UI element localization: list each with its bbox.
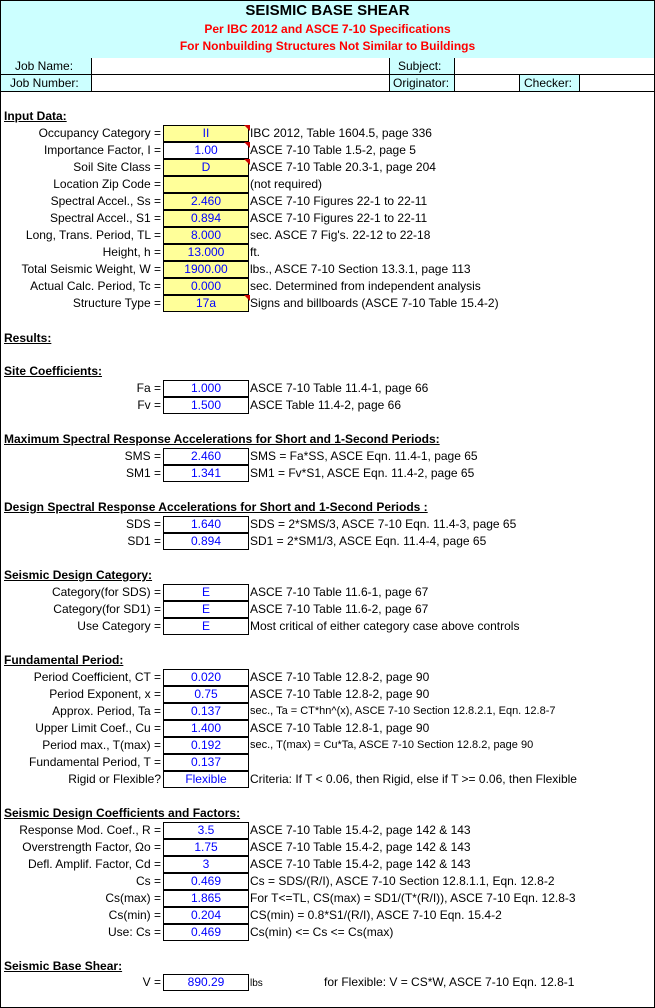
row-label: Soil Site Class = xyxy=(73,160,161,174)
input-row xyxy=(1,193,654,210)
row-label: Fundamental Period, T = xyxy=(29,755,161,769)
mcer-row xyxy=(1,448,654,465)
job-name-label: Job Name: xyxy=(15,59,74,73)
subtitle-scope: For Nonbuilding Structures Not Similar to Buildings xyxy=(179,39,476,53)
period-row xyxy=(1,703,654,720)
reference-note: ASCE 7-10 Table 12.8-2, page 90 xyxy=(250,670,430,684)
result-cell: 1.341 xyxy=(163,465,249,482)
base-shear-equation: for Flexible: V = CS*W, ASCE 7-10 Eqn. 12.8-1 xyxy=(324,975,575,989)
coef-row xyxy=(1,822,654,839)
section-input-data: Input Data: xyxy=(4,109,67,123)
input-cell[interactable]: 1.00 xyxy=(163,142,249,159)
reference-note: ASCE 7-10 Table 11.6-1, page 67 xyxy=(250,585,429,599)
input-cell[interactable]: D xyxy=(163,159,249,176)
result-cell: 0.75 xyxy=(163,686,249,703)
reference-note: ASCE 7-10 Table 15.4-2, page 142 & 143 xyxy=(250,840,471,854)
reference-note: ASCE 7-10 Figures 22-1 to 22-11 xyxy=(250,211,428,225)
section-coefficients: Seismic Design Coefficients and Factors: xyxy=(4,806,241,820)
reference-note: ASCE 7-10 Figures 22-1 to 22-11 xyxy=(250,194,428,208)
reference-note: ASCE 7-10 Table 15.4-2, page 142 & 143 xyxy=(250,857,471,871)
job-row-2 xyxy=(1,75,654,92)
row-label: Structure Type = xyxy=(72,296,161,310)
sdc-row xyxy=(1,618,654,635)
job-name-field[interactable] xyxy=(91,58,390,74)
input-cell[interactable]: 2.460 xyxy=(163,193,249,210)
section-results: Results: xyxy=(4,331,52,345)
coef-row xyxy=(1,924,654,941)
row-label: Response Mod. Coef., R = xyxy=(19,823,161,837)
row-label: Upper Limit Coef., Cu = xyxy=(35,721,161,735)
input-row xyxy=(1,159,654,176)
result-cell: 0.192 xyxy=(163,737,249,754)
input-row xyxy=(1,125,654,142)
reference-note: Criteria: If T < 0.06, then Rigid, else if T >= 0.06, then Flexible xyxy=(250,772,577,786)
result-cell: 3 xyxy=(163,856,249,873)
section-sdc: Seismic Design Category: xyxy=(4,568,153,582)
result-cell: E xyxy=(163,618,249,635)
reference-note: Cs(min) <= Cs <= Cs(max) xyxy=(250,925,394,939)
result-cell: 0.469 xyxy=(163,873,249,890)
row-label: Use: Cs = xyxy=(107,925,161,939)
row-label: Use Category = xyxy=(77,619,161,633)
result-cell: E xyxy=(163,584,249,601)
subject-field[interactable] xyxy=(454,58,654,74)
page-title: SEISMIC BASE SHEAR xyxy=(245,2,410,19)
reference-note: ASCE 7-10 Table 11.6-2, page 67 xyxy=(250,602,429,616)
input-cell[interactable]: 0.894 xyxy=(163,210,249,227)
input-cell[interactable]: II xyxy=(163,125,249,142)
result-cell: 1.75 xyxy=(163,839,249,856)
base-shear-unit: lbs xyxy=(250,978,263,989)
row-label: SDS = xyxy=(125,517,161,531)
result-cell: 0.204 xyxy=(163,907,249,924)
section-base-shear: Seismic Base Shear: xyxy=(4,959,123,973)
design-row xyxy=(1,516,654,533)
base-shear-value: 890.29 xyxy=(163,974,249,991)
input-row xyxy=(1,295,654,312)
section-period: Fundamental Period: xyxy=(4,653,124,667)
checker-field[interactable] xyxy=(579,75,654,91)
input-cell[interactable] xyxy=(163,176,249,193)
base-shear-row xyxy=(1,974,654,991)
coef-row xyxy=(1,890,654,907)
reference-note: ASCE 7-10 Table 15.4-2, page 142 & 143 xyxy=(250,823,471,837)
coef-row xyxy=(1,907,654,924)
site-row xyxy=(1,380,654,397)
row-label: Rigid or Flexible? xyxy=(68,772,161,786)
reference-note: Most critical of either category case above controls xyxy=(250,619,520,633)
result-cell: 1.400 xyxy=(163,720,249,737)
reference-note: SM1 = Fv*S1, ASCE Eqn. 11.4-2, page 65 xyxy=(250,466,475,480)
reference-note: sec. Determined from independent analysis xyxy=(250,279,481,293)
reference-note: SD1 = 2*SM1/3, ASCE Eqn. 11.4-4, page 65 xyxy=(250,534,487,548)
row-label: Cs(max) = xyxy=(105,891,161,905)
result-cell: 2.460 xyxy=(163,448,249,465)
row-label: SMS = xyxy=(124,449,161,463)
input-row xyxy=(1,176,654,193)
period-row xyxy=(1,737,654,754)
row-label: Location Zip Code = xyxy=(53,177,161,191)
result-cell: 1.640 xyxy=(163,516,249,533)
reference-note: ASCE 7-10 Table 12.8-2, page 90 xyxy=(250,687,430,701)
input-cell[interactable]: 0.000 xyxy=(163,278,249,295)
row-label: Total Seismic Weight, W = xyxy=(21,262,161,276)
reference-note: Cs = SDS/(R/I), ASCE 7-10 Section 12.8.1.1, Eqn. 12.8-2 xyxy=(250,874,555,888)
result-cell: 0.137 xyxy=(163,703,249,720)
input-row xyxy=(1,261,654,278)
subject-label: Subject: xyxy=(398,59,442,73)
base-shear-label: V = xyxy=(142,975,161,989)
section-design: Design Spectral Response Accelerations for Short and 1-Second Periods : xyxy=(4,500,428,514)
result-cell: Flexible xyxy=(163,771,249,788)
originator-field[interactable] xyxy=(454,75,520,91)
result-cell: 1.865 xyxy=(163,890,249,907)
period-row xyxy=(1,771,654,788)
input-row xyxy=(1,244,654,261)
input-cell[interactable]: 1900.00 xyxy=(163,261,249,278)
input-row xyxy=(1,278,654,295)
row-label: Height, h = xyxy=(102,245,161,259)
coef-row xyxy=(1,839,654,856)
input-row xyxy=(1,142,654,159)
coef-row xyxy=(1,856,654,873)
result-cell: 1.000 xyxy=(163,380,249,397)
row-label: Importance Factor, I = xyxy=(43,143,161,157)
row-label: SM1 = xyxy=(125,466,161,480)
subtitle-code: Per IBC 2012 and ASCE 7-10 Specifications xyxy=(204,22,451,36)
reference-note: CS(min) = 0.8*S1/(R/I), ASCE 7-10 Eqn. 15.4-2 xyxy=(250,908,502,922)
period-row xyxy=(1,754,654,771)
reference-note: sec. ASCE 7 Fig's. 22-12 to 22-18 xyxy=(250,228,431,242)
result-cell: 1.500 xyxy=(163,397,249,414)
section-site-coefficients: Site Coefficients: xyxy=(4,364,103,378)
reference-note: (not required) xyxy=(250,177,323,191)
input-row xyxy=(1,227,654,244)
period-row xyxy=(1,720,654,737)
row-label: Spectral Accel., Ss = xyxy=(50,194,161,208)
reference-note: SMS = Fa*SS, ASCE Eqn. 11.4-1, page 65 xyxy=(250,449,478,463)
result-cell: E xyxy=(163,601,249,618)
row-label: Long, Trans. Period, TL = xyxy=(25,228,161,242)
reference-note: For T<=TL, CS(max) = SD1/(T*(R/I)), ASCE 7-10 Eqn. 12.8-3 xyxy=(250,891,576,905)
job-number-field[interactable] xyxy=(91,75,390,91)
sdc-row xyxy=(1,601,654,618)
row-label: Overstrength Factor, Ωo = xyxy=(22,840,161,854)
row-label: Fv = xyxy=(137,398,161,412)
reference-note: ASCE 7-10 Table 1.5-2, page 5 xyxy=(250,143,416,157)
coef-row xyxy=(1,873,654,890)
checker-label: Checker: xyxy=(524,76,573,90)
reference-note: ASCE 7-10 Table 12.8-1, page 90 xyxy=(250,721,430,735)
row-label: Fa = xyxy=(136,381,161,395)
reference-note: Signs and billboards (ASCE 7-10 Table 15.4-2) xyxy=(250,296,499,310)
reference-note: sec., T(max) = Cu*Ta, ASCE 7-10 Section 12.8.2, page 90 xyxy=(250,739,534,751)
row-label: Actual Calc. Period, Tc = xyxy=(30,279,161,293)
job-row-1 xyxy=(1,58,654,75)
row-label: Category(for SDS) = xyxy=(51,585,161,599)
row-label: Period Coefficient, CT = xyxy=(33,670,161,684)
design-row xyxy=(1,533,654,550)
job-number-label: Job Number: xyxy=(10,76,79,90)
result-cell: 0.894 xyxy=(163,533,249,550)
reference-note: ASCE 7-10 Table 20.3-1, page 204 xyxy=(250,160,436,174)
row-label: Period max., T(max) = xyxy=(42,738,161,752)
originator-label: Originator: xyxy=(393,76,450,90)
input-cell[interactable]: 8.000 xyxy=(163,227,249,244)
reference-note: lbs., ASCE 7-10 Section 13.3.1, page 113 xyxy=(250,262,471,276)
site-row xyxy=(1,397,654,414)
row-label: Approx. Period, Ta = xyxy=(52,704,161,718)
input-cell[interactable]: 17a xyxy=(163,295,249,312)
reference-note: ASCE 7-10 Table 11.4-1, page 66 xyxy=(250,381,429,395)
result-cell: 3.5 xyxy=(163,822,249,839)
reference-note: ASCE Table 11.4-2, page 66 xyxy=(250,398,401,412)
row-label: Period Exponent, x = xyxy=(49,687,161,701)
period-row xyxy=(1,669,654,686)
reference-note: SDS = 2*SMS/3, ASCE 7-10 Eqn. 11.4-3, page 65 xyxy=(250,517,517,531)
row-label: Spectral Accel., S1 = xyxy=(49,211,161,225)
sdc-row xyxy=(1,584,654,601)
input-cell[interactable]: 13.000 xyxy=(163,244,249,261)
row-label: Cs = xyxy=(135,874,161,888)
row-label: Defl. Amplif. Factor, Cd = xyxy=(27,857,161,871)
row-label: Category(for SD1) = xyxy=(53,602,161,616)
result-cell: 0.137 xyxy=(163,754,249,771)
reference-note: ft. xyxy=(250,245,261,259)
row-label: Cs(min) = xyxy=(108,908,161,922)
period-row xyxy=(1,686,654,703)
section-mcer: Maximum Spectral Response Accelerations for Short and 1-Second Periods: xyxy=(4,432,440,446)
result-cell: 0.020 xyxy=(163,669,249,686)
mcer-row xyxy=(1,465,654,482)
result-cell: 0.469 xyxy=(163,924,249,941)
reference-note: sec., Ta = CT*hn^(x), ASCE 7-10 Section 12.8.2.1, Eqn. 12.8-7 xyxy=(250,705,556,717)
title-block xyxy=(1,1,654,59)
row-label: Occupancy Category = xyxy=(38,126,161,140)
row-label: SD1 = xyxy=(127,534,161,548)
input-row xyxy=(1,210,654,227)
reference-note: IBC 2012, Table 1604.5, page 336 xyxy=(250,126,432,140)
